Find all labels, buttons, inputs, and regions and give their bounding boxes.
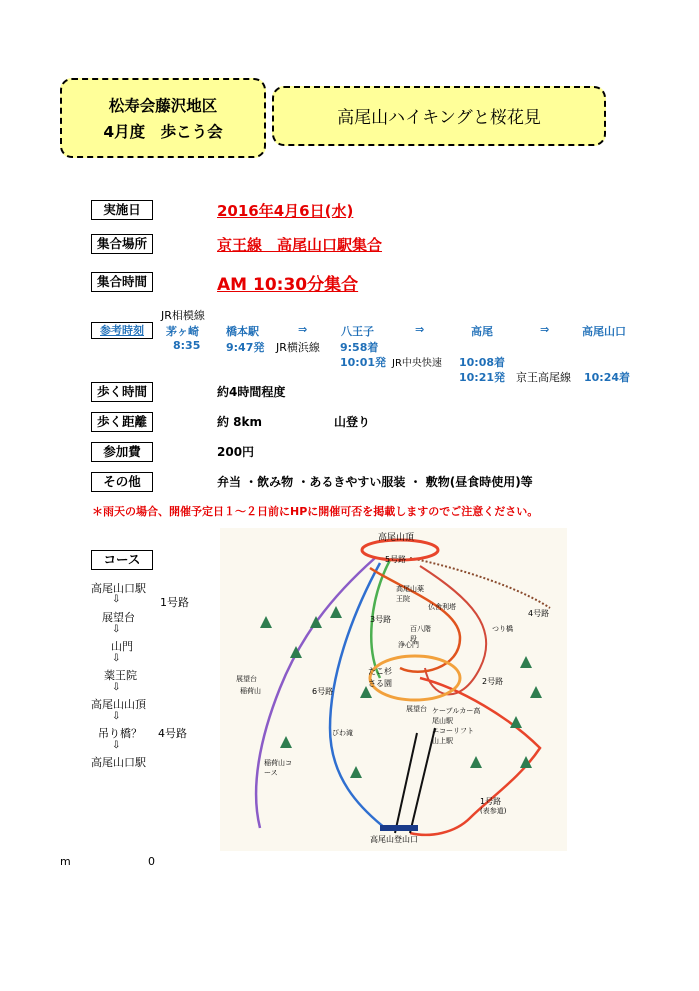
- line-jr-sagami: JR相模線: [161, 309, 205, 322]
- course-step-1: 高尾山口駅: [91, 582, 146, 595]
- rain-notice: ＊雨天の場合、開催予定日１～２日前にHPに開催可否を掲載しますのでご注意ください。: [92, 505, 539, 518]
- map-kaidan: 百八階段: [410, 625, 431, 643]
- course-step-6: 吊り橋？: [98, 727, 142, 740]
- event-month: 4月度 歩こう会: [103, 123, 223, 141]
- map-inari: 稲荷山: [240, 687, 261, 695]
- distance-label: 歩く距離: [91, 412, 153, 432]
- course-step-7: 高尾山口駅: [91, 756, 146, 769]
- course-step-4: 薬王院: [104, 669, 137, 682]
- date-label: 実施日: [91, 200, 153, 220]
- station-hashimoto: 橋本駅: [226, 325, 259, 338]
- map-route-2: 2号路: [482, 677, 504, 686]
- other-label: その他: [91, 472, 153, 492]
- map-route-1: 1号路: [480, 797, 502, 806]
- course-label: コース: [91, 550, 153, 570]
- map-route-3: 3号路: [370, 615, 392, 624]
- ref-label: 参考時刻: [91, 322, 153, 339]
- map-lift: エコーリフト山上駅: [432, 727, 474, 745]
- map-biwa: びわ滝: [332, 729, 353, 737]
- distance-note: 山登り: [334, 415, 371, 429]
- organizer-name: 松寿会藤沢地区: [108, 97, 218, 115]
- map-route-5: 5号路: [385, 555, 407, 564]
- map-takosugi: たこ杉: [368, 667, 392, 676]
- time-hachioji-dep: 10:01発: [340, 356, 387, 369]
- map-tsuribashi: つり橋: [492, 625, 513, 633]
- walk-label: 歩く時間: [91, 382, 153, 402]
- down-arrow-icon: ⇩: [112, 682, 121, 693]
- map-tenbou: 展望台: [406, 705, 427, 713]
- time-label: 集合時間: [91, 272, 153, 292]
- line-jr-yokohama: JR横浜線: [276, 341, 320, 354]
- down-arrow-icon: ⇩: [112, 653, 121, 664]
- map-inari-course: 稲荷山コース: [264, 759, 292, 777]
- course-route-4: 4号路: [158, 727, 187, 740]
- fee-value: 200円: [217, 445, 255, 459]
- map-saruen: さる園: [368, 679, 392, 688]
- down-arrow-icon: ⇩: [112, 740, 121, 751]
- date-value: 2016年4月6日(水): [217, 202, 354, 220]
- other-value: 弁当 ・飲み物 ・あるきやすい服装 ・ 敷物(昼食時使用)等: [217, 475, 533, 489]
- course-step-5: 高尾山山頂: [91, 698, 146, 711]
- map-route-6: 6号路: [312, 687, 334, 696]
- time-takaosanguchi-arr: 10:24着: [584, 371, 631, 384]
- map-summit: 高尾山頂: [378, 533, 415, 543]
- walk-value: 約4時間程度: [217, 385, 286, 399]
- station-takao: 高尾: [471, 325, 493, 338]
- time-takao-arr: 10:08着: [459, 356, 506, 369]
- time-hachioji-arr: 9:58着: [340, 341, 379, 354]
- time-hashimoto: 9:47発: [226, 341, 265, 354]
- place-value: 京王線 高尾山口駅集合: [217, 236, 383, 254]
- map-bukko: 仏舎利塔: [428, 603, 456, 611]
- place-label: 集合場所: [91, 234, 153, 254]
- map-tenbou-west: 展望台: [236, 675, 257, 683]
- footer-zero: 0: [148, 855, 155, 868]
- down-arrow-icon: ⇩: [112, 711, 121, 722]
- arrow-1: ⇒: [298, 323, 308, 336]
- map-route-4: 4号路: [528, 609, 550, 618]
- line-jr-chuo: JR中央快速: [392, 358, 442, 369]
- distance-value: 約 8km: [217, 415, 263, 429]
- trail-map: [220, 528, 567, 851]
- map-joshinmon: 浄心門: [398, 641, 419, 649]
- organizer-box: [60, 78, 266, 158]
- line-keio: 京王高尾線: [516, 371, 571, 384]
- page-title: 高尾山ハイキングと桜花見: [337, 108, 541, 128]
- station-takaosanguchi: 高尾山口: [582, 325, 626, 338]
- arrow-2: ⇒: [415, 323, 425, 336]
- course-step-3: 山門: [111, 640, 133, 653]
- title-box: [272, 86, 606, 146]
- course-route-1: 1号路: [160, 596, 189, 609]
- time-takao-dep: 10:21発: [459, 371, 506, 384]
- map-base: 高尾山登山口: [370, 835, 418, 844]
- time-chigasaki: 8:35: [173, 339, 201, 352]
- map-cable: ケーブルカー高尾山駅: [432, 707, 481, 725]
- course-step-2: 展望台: [102, 611, 135, 624]
- station-hachioji: 八王子: [341, 325, 374, 338]
- map-route-1-sub: (表参道): [480, 807, 507, 815]
- station-chigasaki: 茅ヶ崎: [166, 325, 199, 338]
- time-value: AM 10:30分集合: [217, 275, 359, 295]
- footer-m: m: [60, 855, 71, 868]
- map-yakuoin: 高尾山薬王院: [396, 585, 424, 603]
- down-arrow-icon: ⇩: [112, 624, 121, 635]
- fee-label: 参加費: [91, 442, 153, 462]
- down-arrow-icon: ⇩: [112, 594, 121, 605]
- arrow-3: ⇒: [540, 323, 550, 336]
